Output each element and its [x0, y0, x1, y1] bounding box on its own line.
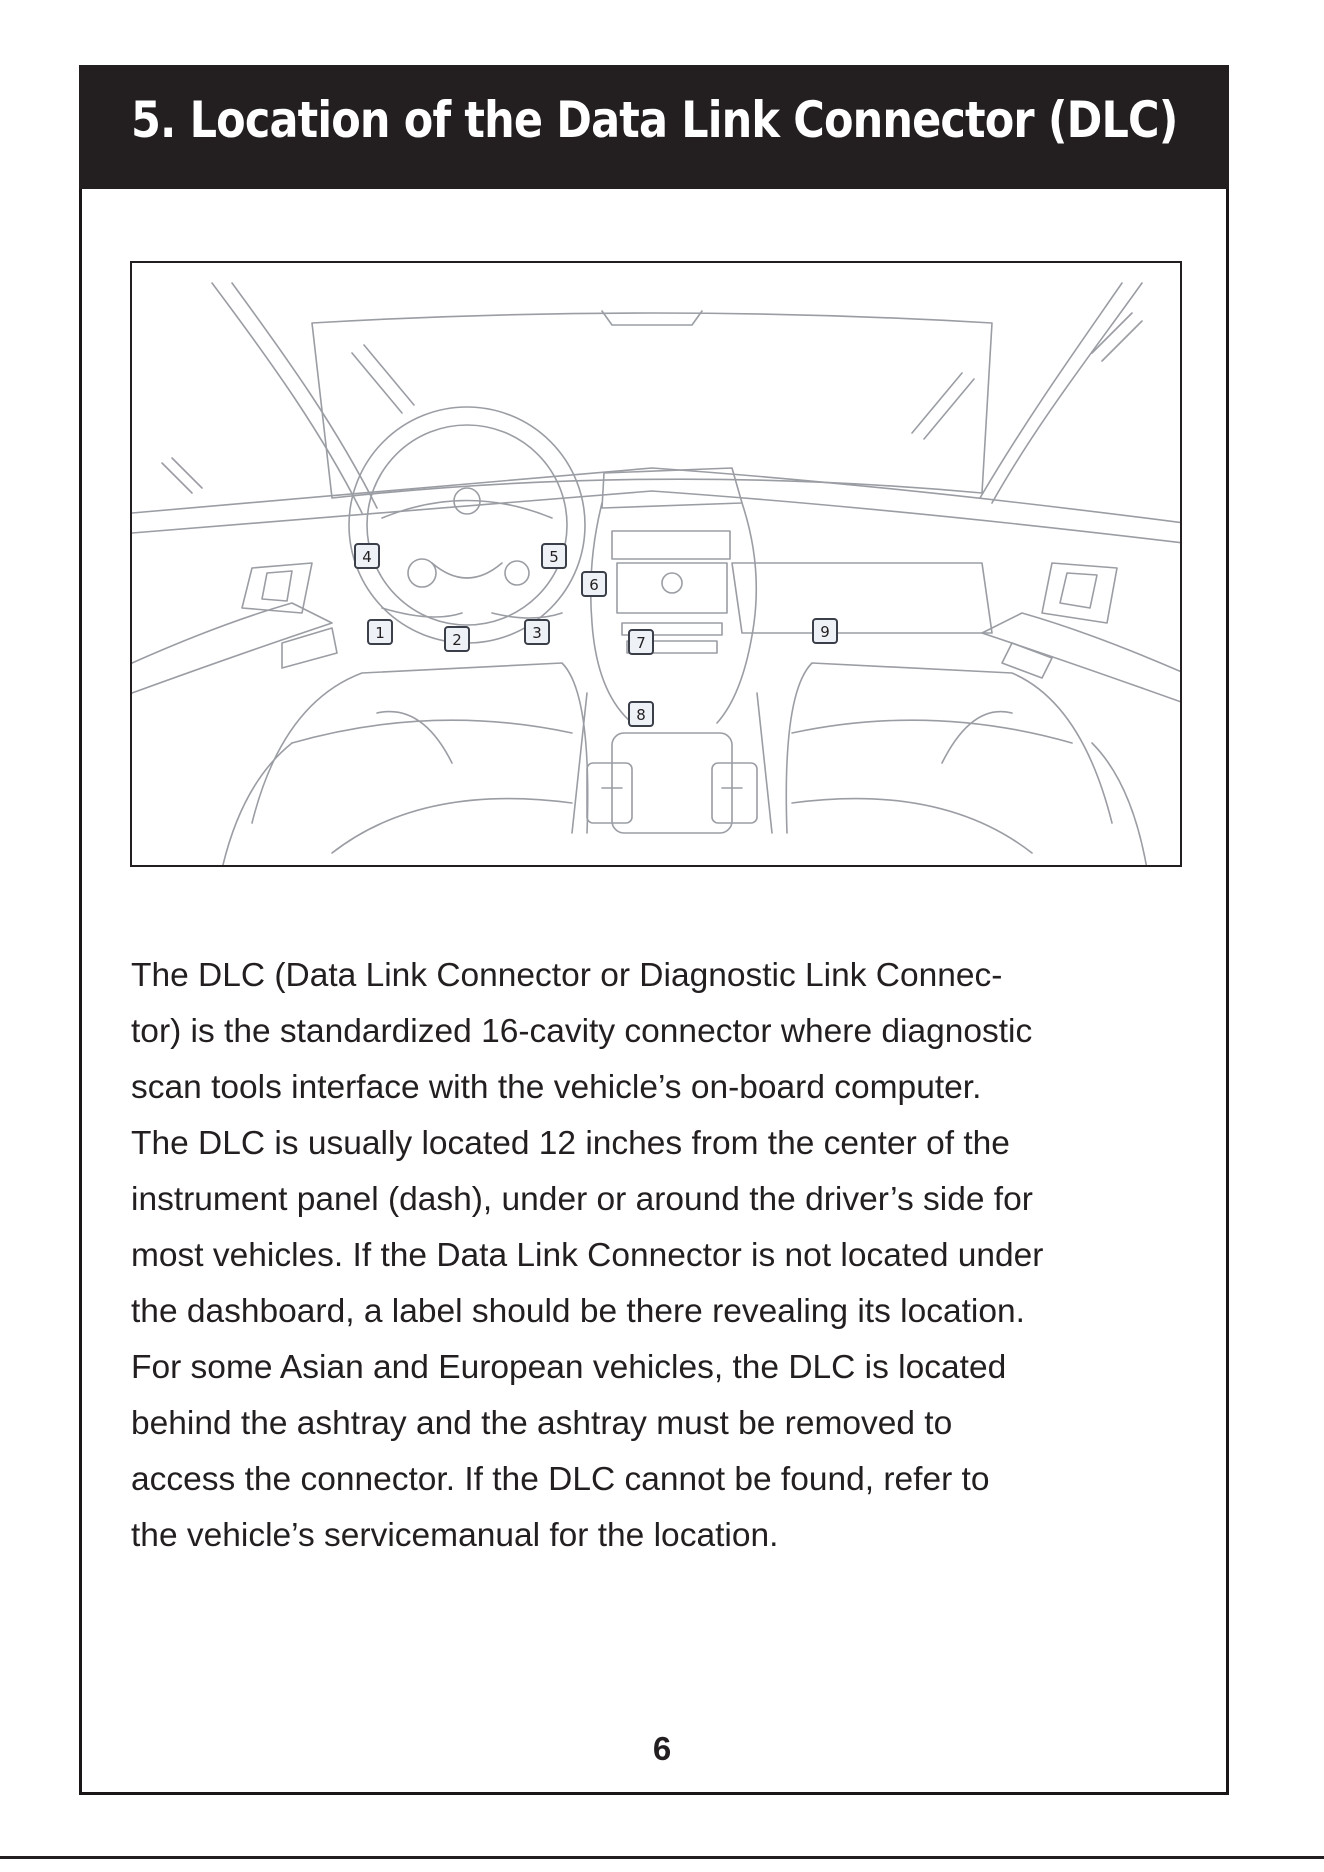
dlc-description [131, 948, 1211, 1564]
marker-label-4: 4 [362, 548, 372, 566]
marker-label-8: 8 [636, 706, 646, 724]
marker-label-9: 9 [820, 623, 830, 641]
dlc-location-marker-4 [355, 544, 379, 568]
body-line: For some Asian and European vehicles, the DLC is located [131, 1349, 1007, 1386]
body-line: The DLC is usually located 12 inches from the center of the [131, 1125, 1010, 1162]
dlc-location-marker-8 [629, 702, 653, 726]
marker-label-6: 6 [589, 576, 599, 594]
dlc-location-marker-6 [582, 572, 606, 596]
body-line: most vehicles. If the Data Link Connector is not located under [131, 1237, 1044, 1274]
body-line: instrument panel (dash), under or around the driver’s side for [131, 1181, 1033, 1218]
dashboard-illustration [130, 261, 1182, 867]
body-line: the dashboard, a label should be there revealing its location. [131, 1293, 1025, 1330]
dlc-location-marker-2 [445, 627, 469, 651]
dlc-location-marker-3 [525, 620, 549, 644]
dlc-location-marker-9 [813, 619, 837, 643]
marker-label-3: 3 [532, 624, 542, 642]
page-number: 6 [652, 1730, 672, 1767]
body-line: the vehicle’s servicemanual for the location. [131, 1517, 779, 1554]
body-line: tor) is the standardized 16-cavity connector where diagnostic [131, 1013, 1033, 1050]
marker-label-5: 5 [549, 548, 559, 566]
dlc-location-marker-5 [542, 544, 566, 568]
dlc-location-marker-1 [368, 620, 392, 644]
dlc-location-marker-7 [629, 630, 653, 654]
body-line: behind the ashtray and the ashtray must be removed to [131, 1405, 953, 1442]
page-title: 5. Location of the Data Link Connector (DLC) [131, 91, 1178, 149]
marker-label-7: 7 [636, 634, 646, 652]
body-line: access the connector. If the DLC cannot be found, refer to [131, 1461, 990, 1498]
marker-label-1: 1 [375, 624, 385, 642]
bottom-divider [0, 1856, 1324, 1859]
body-line: scan tools interface with the vehicle’s on-board computer. [131, 1069, 982, 1106]
title-banner [79, 65, 1229, 189]
body-line: The DLC (Data Link Connector or Diagnostic Link Connec- [131, 957, 1003, 994]
marker-label-2: 2 [452, 631, 462, 649]
dashboard-line-drawing [132, 263, 1182, 867]
